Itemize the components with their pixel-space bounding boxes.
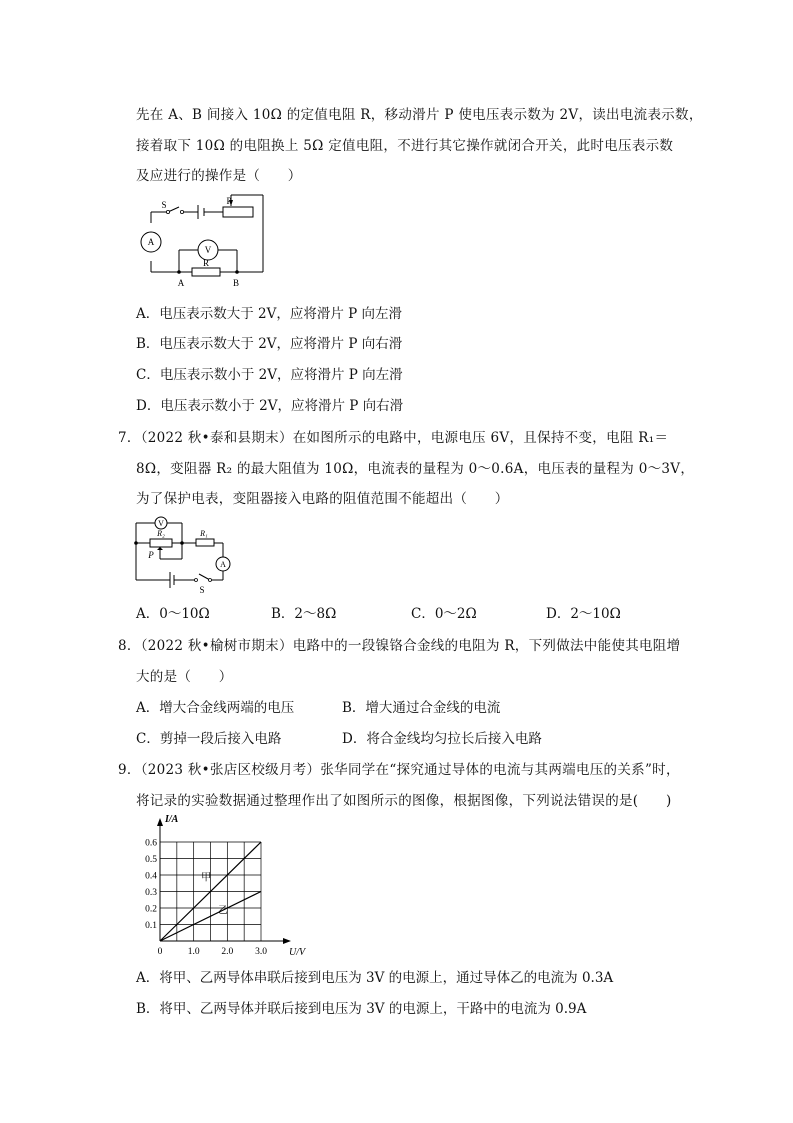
q7-option-a[interactable]: A．0～10Ω [136, 606, 210, 622]
q7-r2-label: R₂ [157, 529, 165, 538]
q7-slider-label: P [148, 550, 154, 560]
q6-voltmeter-label: V [204, 245, 212, 255]
q7-stem-line-1: 7．（2022 秋•泰和县期末）在如图所示的电路中，电源电压 6V，且保持不变，电阻 R₁＝ [118, 430, 669, 446]
x-axis-label: U/V [289, 947, 306, 958]
q9-iu-graph [130, 810, 305, 960]
q6-option-c[interactable]: C．电压表示数小于 2V，应将滑片 P 向左滑 [136, 367, 403, 383]
q8-option-d[interactable]: D．将合金线均匀拉长后接入电路 [342, 731, 542, 747]
q6-stem-line-2: 接着取下 10Ω 的电阻换上 5Ω 定值电阻，不进行其它操作就闭合开关，此时电压表示数 [136, 138, 674, 154]
q9-stem-line-2: 将记录的实验数据通过整理作出了如图所示的图像，根据图像，下列说法错误的是( ) [136, 793, 672, 809]
q7-r1-label: R₁ [200, 529, 208, 538]
series-label-jia: 甲 [201, 872, 212, 884]
q8-option-a[interactable]: A．增大合金线两端的电压 [136, 700, 295, 716]
q8-stem-line-1: 8．（2022 秋•榆树市期末）电路中的一段镍铬合金线的电阻为 R，下列做法中能使其电阻增 [118, 638, 681, 654]
series-label-yi: 乙 [217, 905, 228, 917]
q8-option-c[interactable]: C．剪掉一段后接入电路 [136, 731, 282, 747]
q6-circuit-diagram [130, 190, 270, 290]
q6-resistor-label: R [202, 258, 210, 268]
q7-option-d[interactable]: D．2～10Ω [546, 606, 621, 622]
q7-option-b[interactable]: B．2～8Ω [271, 606, 337, 622]
q7-switch-label: S [199, 585, 205, 595]
q6-node-a-label: A [177, 278, 185, 288]
y-axis-arrow [157, 818, 163, 826]
q6-slider-label: P [226, 196, 232, 206]
y-tick-label: 0.3 [145, 888, 157, 898]
x-tick-label: 0 [157, 947, 163, 957]
x-axis-arrow [283, 938, 291, 944]
q8-stem-line-2: 大的是（ ） [136, 669, 233, 685]
q6-option-d[interactable]: D．电压表示数小于 2V，应将滑片 P 向右滑 [136, 398, 404, 414]
q6-switch-label: S [161, 200, 167, 210]
q9-stem-line-1: 9．（2023 秋•张店区校级月考）张华同学在“探究通过导体的电流与其两端电压的关系”时， [118, 762, 680, 778]
q9-option-b[interactable]: B．将甲、乙两导体并联后接到电压为 3V 的电源上，干路中的电流为 0.9A [136, 1001, 587, 1017]
q6-option-a[interactable]: A．电压表示数大于 2V，应将滑片 P 向左滑 [136, 306, 403, 322]
y-tick-label: 0.2 [145, 904, 157, 915]
q8-option-b[interactable]: B．增大通过合金线的电流 [342, 700, 501, 716]
y-tick-label: 0.6 [145, 838, 157, 849]
q7-stem-line-3: 为了保护电表，变阻器接入电路的阻值范围不能超出（ ） [136, 491, 509, 507]
q6-node-b-label: B [232, 278, 240, 288]
q6-stem-line-1: 先在 A、B 间接入 10Ω 的定值电阻 R，移动滑片 P 使电压表示数为 2V，读出电流表示数， [136, 107, 703, 123]
q9-option-a[interactable]: A．将甲、乙两导体串联后接到电压为 3V 的电源上，通过导体乙的电流为 0.3A [136, 970, 614, 986]
q7-ammeter-label: A [220, 560, 226, 569]
q6-option-b[interactable]: B．电压表示数大于 2V，应将滑片 P 向右滑 [136, 336, 403, 352]
q7-circuit-diagram [130, 513, 240, 595]
y-axis-label: I/A [165, 814, 179, 825]
q6-stem-line-3: 及应进行的操作是（ ） [136, 168, 302, 184]
q7-stem-line-2: 8Ω，变阻器 R₂ 的最大阻值为 10Ω，电流表的量程为 0～0.6A，电压表的量程为 0～3V， [136, 461, 695, 477]
x-tick-label: 1.0 [187, 947, 200, 957]
y-tick-label: 0.5 [145, 855, 157, 865]
x-tick-label: 2.0 [221, 947, 234, 957]
q6-ammeter-label: A [147, 237, 155, 247]
x-tick-label: 3.0 [255, 947, 267, 957]
y-tick-label: 0.4 [145, 871, 157, 882]
q7-voltmeter-label: V [158, 519, 164, 528]
y-tick-label: 0.1 [145, 921, 157, 931]
q7-option-c[interactable]: C．0～2Ω [411, 606, 477, 622]
